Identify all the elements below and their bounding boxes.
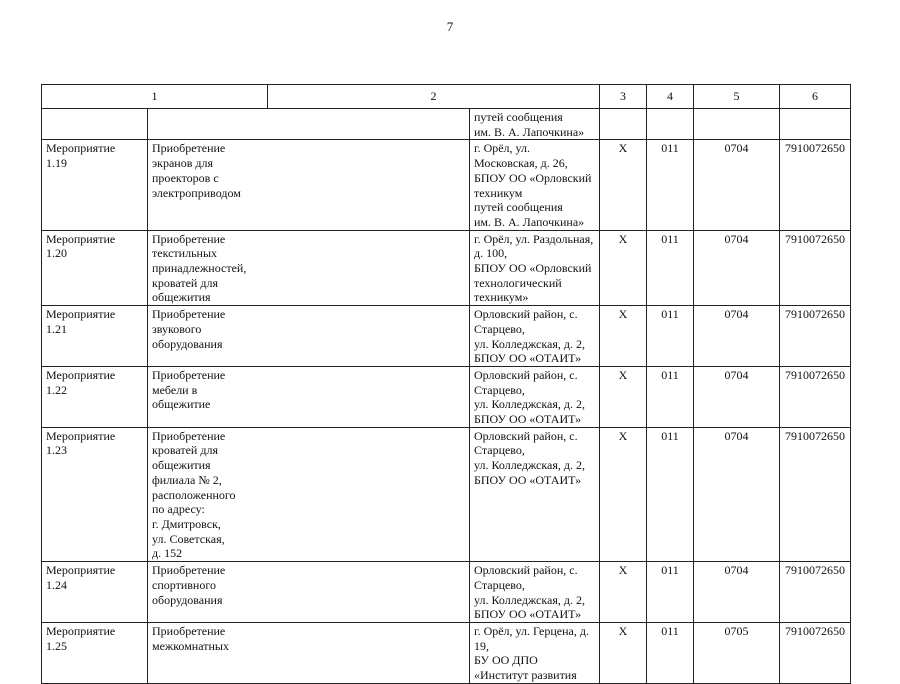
- cell-col3: Х: [600, 306, 647, 367]
- cell-col3: Х: [600, 427, 647, 561]
- cell-description: Приобретение текстильных принадлежностей, кроватей для общежития: [148, 230, 470, 306]
- table-row: [42, 306, 851, 367]
- cell-col3: Х: [600, 562, 647, 623]
- header-cell-2: 2: [268, 85, 600, 109]
- cell-address: г. Орёл, ул. Московская, д. 26, БПОУ ОО «Орловский техникум путей сообщения им. В. А. Лапочкина»: [470, 140, 600, 230]
- header-cell-5: 5: [694, 85, 780, 109]
- cell-description: [148, 109, 470, 140]
- cell-name: Мероприятие 1.24: [42, 562, 148, 623]
- cell-name: Мероприятие 1.25: [42, 622, 148, 683]
- cell-col4: 011: [647, 622, 694, 683]
- cell-col6: 7910072650: [780, 562, 851, 623]
- cell-address: г. Орёл, ул. Раздольная, д. 100, БПОУ ОО «Орловский технологический техникум»: [470, 230, 600, 306]
- header-cell-6: 6: [780, 85, 851, 109]
- cell-col6: [780, 109, 851, 140]
- cell-col4: [647, 109, 694, 140]
- cell-col5: 0705: [694, 622, 780, 683]
- cell-col3: Х: [600, 230, 647, 306]
- cell-col4: 011: [647, 427, 694, 561]
- cell-name: Мероприятие 1.22: [42, 366, 148, 427]
- cell-address: Орловский район, с. Старцево, ул. Колледжская, д. 2, БПОУ ОО «ОТАИТ»: [470, 562, 600, 623]
- cell-col5: 0704: [694, 140, 780, 230]
- table-row: [42, 562, 851, 623]
- header-cell-1: 1: [42, 85, 268, 109]
- cell-col5: 0704: [694, 366, 780, 427]
- cell-col6: 7910072650: [780, 230, 851, 306]
- cell-col5: 0704: [694, 306, 780, 367]
- header-cell-3: 3: [600, 85, 647, 109]
- cell-address: путей сообщения им. В. А. Лапочкина»: [470, 109, 600, 140]
- table-row: [42, 427, 851, 561]
- cell-description: Приобретение спортивного оборудования: [148, 562, 470, 623]
- table-row: [42, 366, 851, 427]
- cell-col4: 011: [647, 306, 694, 367]
- cell-address: Орловский район, с. Старцево, ул. Колледжская, д. 2, БПОУ ОО «ОТАИТ»: [470, 306, 600, 367]
- cell-description: Приобретение межкомнатных: [148, 622, 470, 683]
- cell-col6: 7910072650: [780, 306, 851, 367]
- cell-description: Приобретение мебели в общежитие: [148, 366, 470, 427]
- cell-col3: Х: [600, 622, 647, 683]
- budget-table: [41, 84, 851, 684]
- cell-name: Мероприятие 1.19: [42, 140, 148, 230]
- cell-col6: 7910072650: [780, 427, 851, 561]
- cell-col6: 7910072650: [780, 622, 851, 683]
- cell-col5: 0704: [694, 427, 780, 561]
- table-row: [42, 140, 851, 230]
- cell-col3: Х: [600, 140, 647, 230]
- cell-address: Орловский район, с. Старцево, ул. Колледжская, д. 2, БПОУ ОО «ОТАИТ»: [470, 366, 600, 427]
- cell-description: Приобретение звукового оборудования: [148, 306, 470, 367]
- continuation-row: [42, 109, 851, 140]
- cell-name: Мероприятие 1.20: [42, 230, 148, 306]
- cell-address: Орловский район, с. Старцево, ул. Колледжская, д. 2, БПОУ ОО «ОТАИТ»: [470, 427, 600, 561]
- cell-description: Приобретение кроватей для общежития филиала № 2, расположенного по адресу: г. Дмитровск, ул. Советская, д. 152: [148, 427, 470, 561]
- table-row: [42, 230, 851, 306]
- cell-col4: 011: [647, 230, 694, 306]
- table-row: [42, 622, 851, 683]
- cell-col4: 011: [647, 140, 694, 230]
- cell-col4: 011: [647, 562, 694, 623]
- cell-col5: [694, 109, 780, 140]
- cell-col3: Х: [600, 366, 647, 427]
- cell-address: г. Орёл, ул. Герцена, д. 19, БУ ОО ДПО «Институт развития: [470, 622, 600, 683]
- cell-name: Мероприятие 1.23: [42, 427, 148, 561]
- cell-col6: 7910072650: [780, 366, 851, 427]
- cell-description: Приобретение экранов для проекторов с электроприводом: [148, 140, 470, 230]
- cell-col5: 0704: [694, 230, 780, 306]
- cell-col6: 7910072650: [780, 140, 851, 230]
- cell-name: Мероприятие 1.21: [42, 306, 148, 367]
- cell-col4: 011: [647, 366, 694, 427]
- cell-col3: [600, 109, 647, 140]
- cell-col5: 0704: [694, 562, 780, 623]
- header-row: [42, 85, 851, 109]
- header-cell-4: 4: [647, 85, 694, 109]
- cell-name: [42, 109, 148, 140]
- page-number: 7: [446, 19, 454, 34]
